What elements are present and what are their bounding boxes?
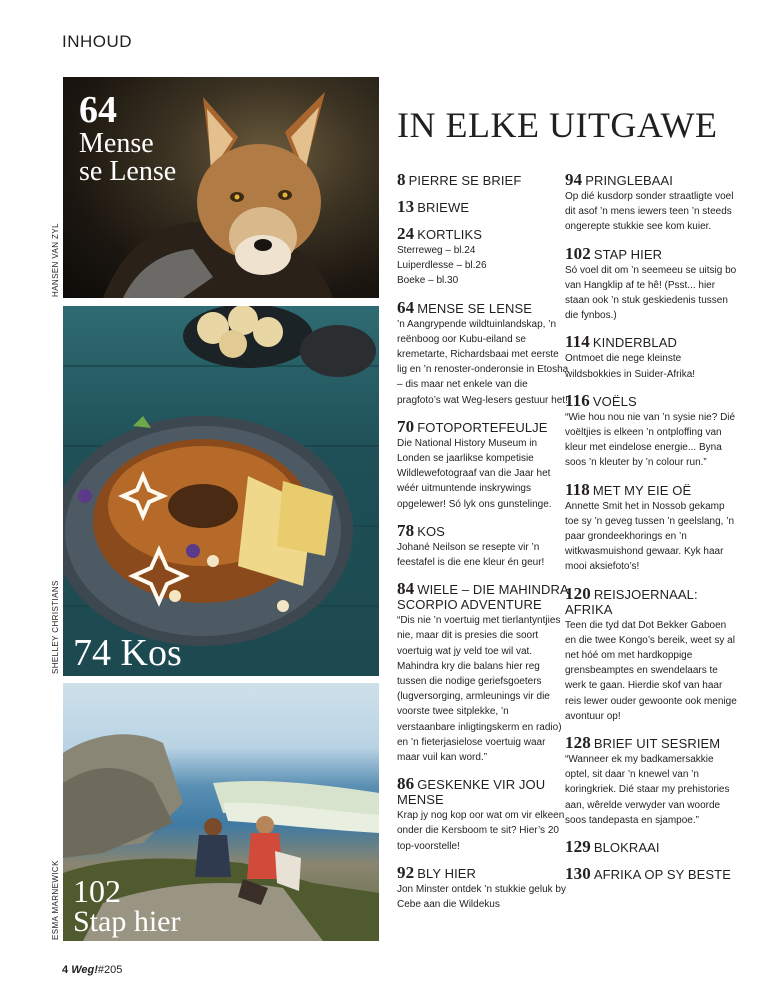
magazine-brand: Weg! [71, 964, 98, 976]
page-number: 86 [397, 774, 415, 794]
photo-title-74 [73, 634, 182, 672]
entry-title: FOTOPORTEFEULJE [417, 419, 548, 435]
photo-credit: SHELLEY CHRISTIANS [51, 580, 60, 674]
entry-body: Die National History Museum in Londen se jaarlikse kompetisie Wildlewefotograaf van die Jaar het wéér uitmuntende inskrywings opgelewer! Só lyk ons gunstelinge. [397, 437, 552, 510]
page-number: 118 [565, 479, 590, 499]
entry-body: “Wanneer ek my badkamersakkie optel, sit daar ’n knewel van ’n koringkriek. Dié staar my prehistories aan, wêrelde verwyder van woorde soos tandepasta en sjampoe.” [565, 754, 730, 826]
section-header: INHOUD [62, 32, 133, 51]
photo-label-line-2: se Lense [79, 156, 177, 187]
photo-number: 102 [73, 873, 121, 909]
entry-line: Luiperdlesse – bl.26 [397, 260, 487, 272]
page-number: 116 [565, 390, 590, 410]
page-number: 102 [565, 243, 591, 263]
contents-entry[interactable] [397, 776, 569, 854]
photo-credit: HANSEN VAN ZYL [51, 223, 60, 297]
page-number: 92 [397, 862, 415, 882]
contents-entry[interactable] [565, 390, 737, 471]
page-number: 130 [565, 864, 591, 884]
entry-title: KOS [417, 523, 445, 539]
entry-title: REISJOERNAAL: AFRIKA [565, 586, 698, 617]
page-number: 13 [397, 197, 415, 216]
page-number: 24 [397, 224, 415, 243]
entry-body: Teen die tyd dat Dot Bekker Gaboen en die twee Kongo’s bereik, weet sy al net hóé om met hardkoppige grensbeamptes en swendelaars te werk te gaan. Hierdie skof van haar reis lewer ouder gewoonte ook menige avontuur op! [565, 619, 737, 722]
entry-body: “Dis nie ’n voertuig met tierlantyntjies nie, maar dit is presies die soort voertuig wat jy veld toe wil vat. Mahindra kry die balans hier reg tussen die nodige geriefsgoeters (lugversorging, armleunings vir die voorste twee sitplekke, ’n verstaanbare inligtingskerm en radio) en ’n fieterjasielose voertuig waar maar vuil kan word.” [397, 615, 562, 764]
entry-body: Annette Smit het in Nossob gekamp toe sy ’n geveg tussen ’n geelslang, ’n paar grondeekhorings en ’n witkwasmuishond gewaar. Kyk haar mooi aksiefoto’s! [565, 500, 734, 573]
entry-line: Boeke – bl.30 [397, 275, 459, 287]
photo-title-64 [79, 91, 176, 185]
contents-entry[interactable] [565, 735, 737, 828]
entry-title: BLY HIER [417, 865, 477, 881]
contents-entry[interactable] [397, 581, 569, 765]
page-footer [62, 964, 122, 976]
entry-title: PRINGLEBAAI [585, 173, 673, 188]
photo-hikers[interactable] [63, 683, 379, 941]
entry-title: VOËLS [592, 393, 637, 409]
page-number: 64 [397, 297, 415, 317]
entry-line: Sterreweg – bl.24 [397, 245, 476, 256]
photo-number: 64 [79, 89, 117, 131]
contents-column-right [565, 172, 737, 893]
contents-entry[interactable] [397, 416, 569, 512]
issue-number: #205 [97, 964, 123, 976]
photo-label-line-1: Mense [79, 128, 154, 159]
page-number: 129 [565, 837, 591, 857]
contents-entry[interactable] [397, 199, 569, 215]
contents-entry[interactable] [565, 172, 737, 235]
contents-entry[interactable] [565, 479, 737, 575]
entry-body: “Wie hou nou nie van ’n sysie nie? Dié voëltjies is elkeen ’n ontploffing van kleur met eindelose energie... Byna soos ’n kleuter by ’n colour run.” [565, 411, 736, 469]
photo-jackal[interactable] [63, 77, 379, 298]
photo-label: Kos [120, 632, 182, 674]
entry-body: Krap jy nog kop oor wat om vir elkeen onder die Kersboom te sit? Hier’s 20 top-voorstelle! [397, 810, 565, 852]
page-number: 84 [397, 579, 415, 599]
page-number: 8 [397, 170, 406, 189]
entry-title: KINDERBLAD [592, 335, 677, 351]
entry-body: Só voel dit om ’n seemeeu se uitsig bo van Hangklip af te hê! (Psst... hier staan ook ’n stuk geskiedenis tussen die fynbos.) [565, 264, 737, 322]
contents-column-left [397, 172, 569, 923]
entry-title: MENSE SE LENSE [417, 300, 533, 316]
entry-title: BLOKRAAI [593, 840, 660, 856]
contents-entry[interactable] [565, 839, 737, 855]
contents-entry[interactable] [565, 334, 737, 381]
entry-title: STAP HIER [593, 246, 663, 262]
contents-entry[interactable] [565, 866, 737, 882]
contents-entry[interactable] [397, 297, 569, 408]
contents-entry[interactable] [397, 520, 569, 570]
page-number: 114 [565, 332, 590, 352]
page-number: 120 [565, 583, 591, 603]
cake-illustration [63, 306, 379, 676]
entry-title: BRIEF UIT SESRIEM [593, 736, 721, 752]
entry-body: Johané Neilson se resepte vir ’n feestafel is die ene kleur én geur! [397, 541, 545, 569]
page-number: 78 [397, 520, 415, 540]
contents-entry[interactable] [397, 172, 569, 188]
entry-title: AFRIKA OP SY BESTE [593, 867, 731, 883]
entry-body: Jon Minster ontdek ’n stukkie geluk by Cebe aan die Wildekus [397, 883, 566, 911]
photo-bundt-cake[interactable] [63, 306, 379, 676]
photo-number: 74 [73, 632, 111, 674]
entry-title: KORTLIKS [417, 227, 483, 242]
entry-body: Ontmoet die nege kleinste wildsbokkies in Suider-Afrika! [565, 353, 696, 380]
page-number-footer: 4 [62, 964, 69, 976]
page-number: 70 [397, 416, 415, 436]
entry-title: MET MY EIE OË [592, 482, 692, 498]
section-title: IN ELKE UITGAWE [397, 105, 718, 145]
entry-title: BRIEWE [417, 200, 470, 215]
entry-title: GESKENKE VIR JOU MENSE [397, 777, 546, 808]
contents-entry[interactable] [565, 243, 737, 324]
photo-credit: ESMA MARNEWICK [51, 860, 60, 940]
entry-title: PIERRE SE BRIEF [408, 173, 522, 188]
photo-label: Stap hier [73, 905, 181, 938]
contents-entry[interactable] [565, 583, 737, 724]
photo-title-102 [73, 875, 180, 937]
page-number: 94 [565, 170, 583, 189]
entry-title: WIELE – DIE MAHINDRA SCORPIO ADVENTURE [397, 582, 569, 613]
contents-entry[interactable] [397, 862, 569, 912]
entry-body: ’n Aangrypende wildtuinlandskap, ’n reënboog oor Kubu-eiland se kremetarte, Richardsbaai met eerste lig en ’n renoster-onderonsie in Etosha – dis maar net enkele van die pragfoto’s wat Weg-lesers gestuur het! [397, 318, 569, 406]
entry-body: Op dié kusdorp sonder straatligte voel dit asof ’n mens iewers teen ’n steeds ongerepte stukkie see kom kuier. [565, 191, 734, 233]
page-number: 128 [565, 733, 591, 753]
contents-entry[interactable] [397, 226, 569, 289]
